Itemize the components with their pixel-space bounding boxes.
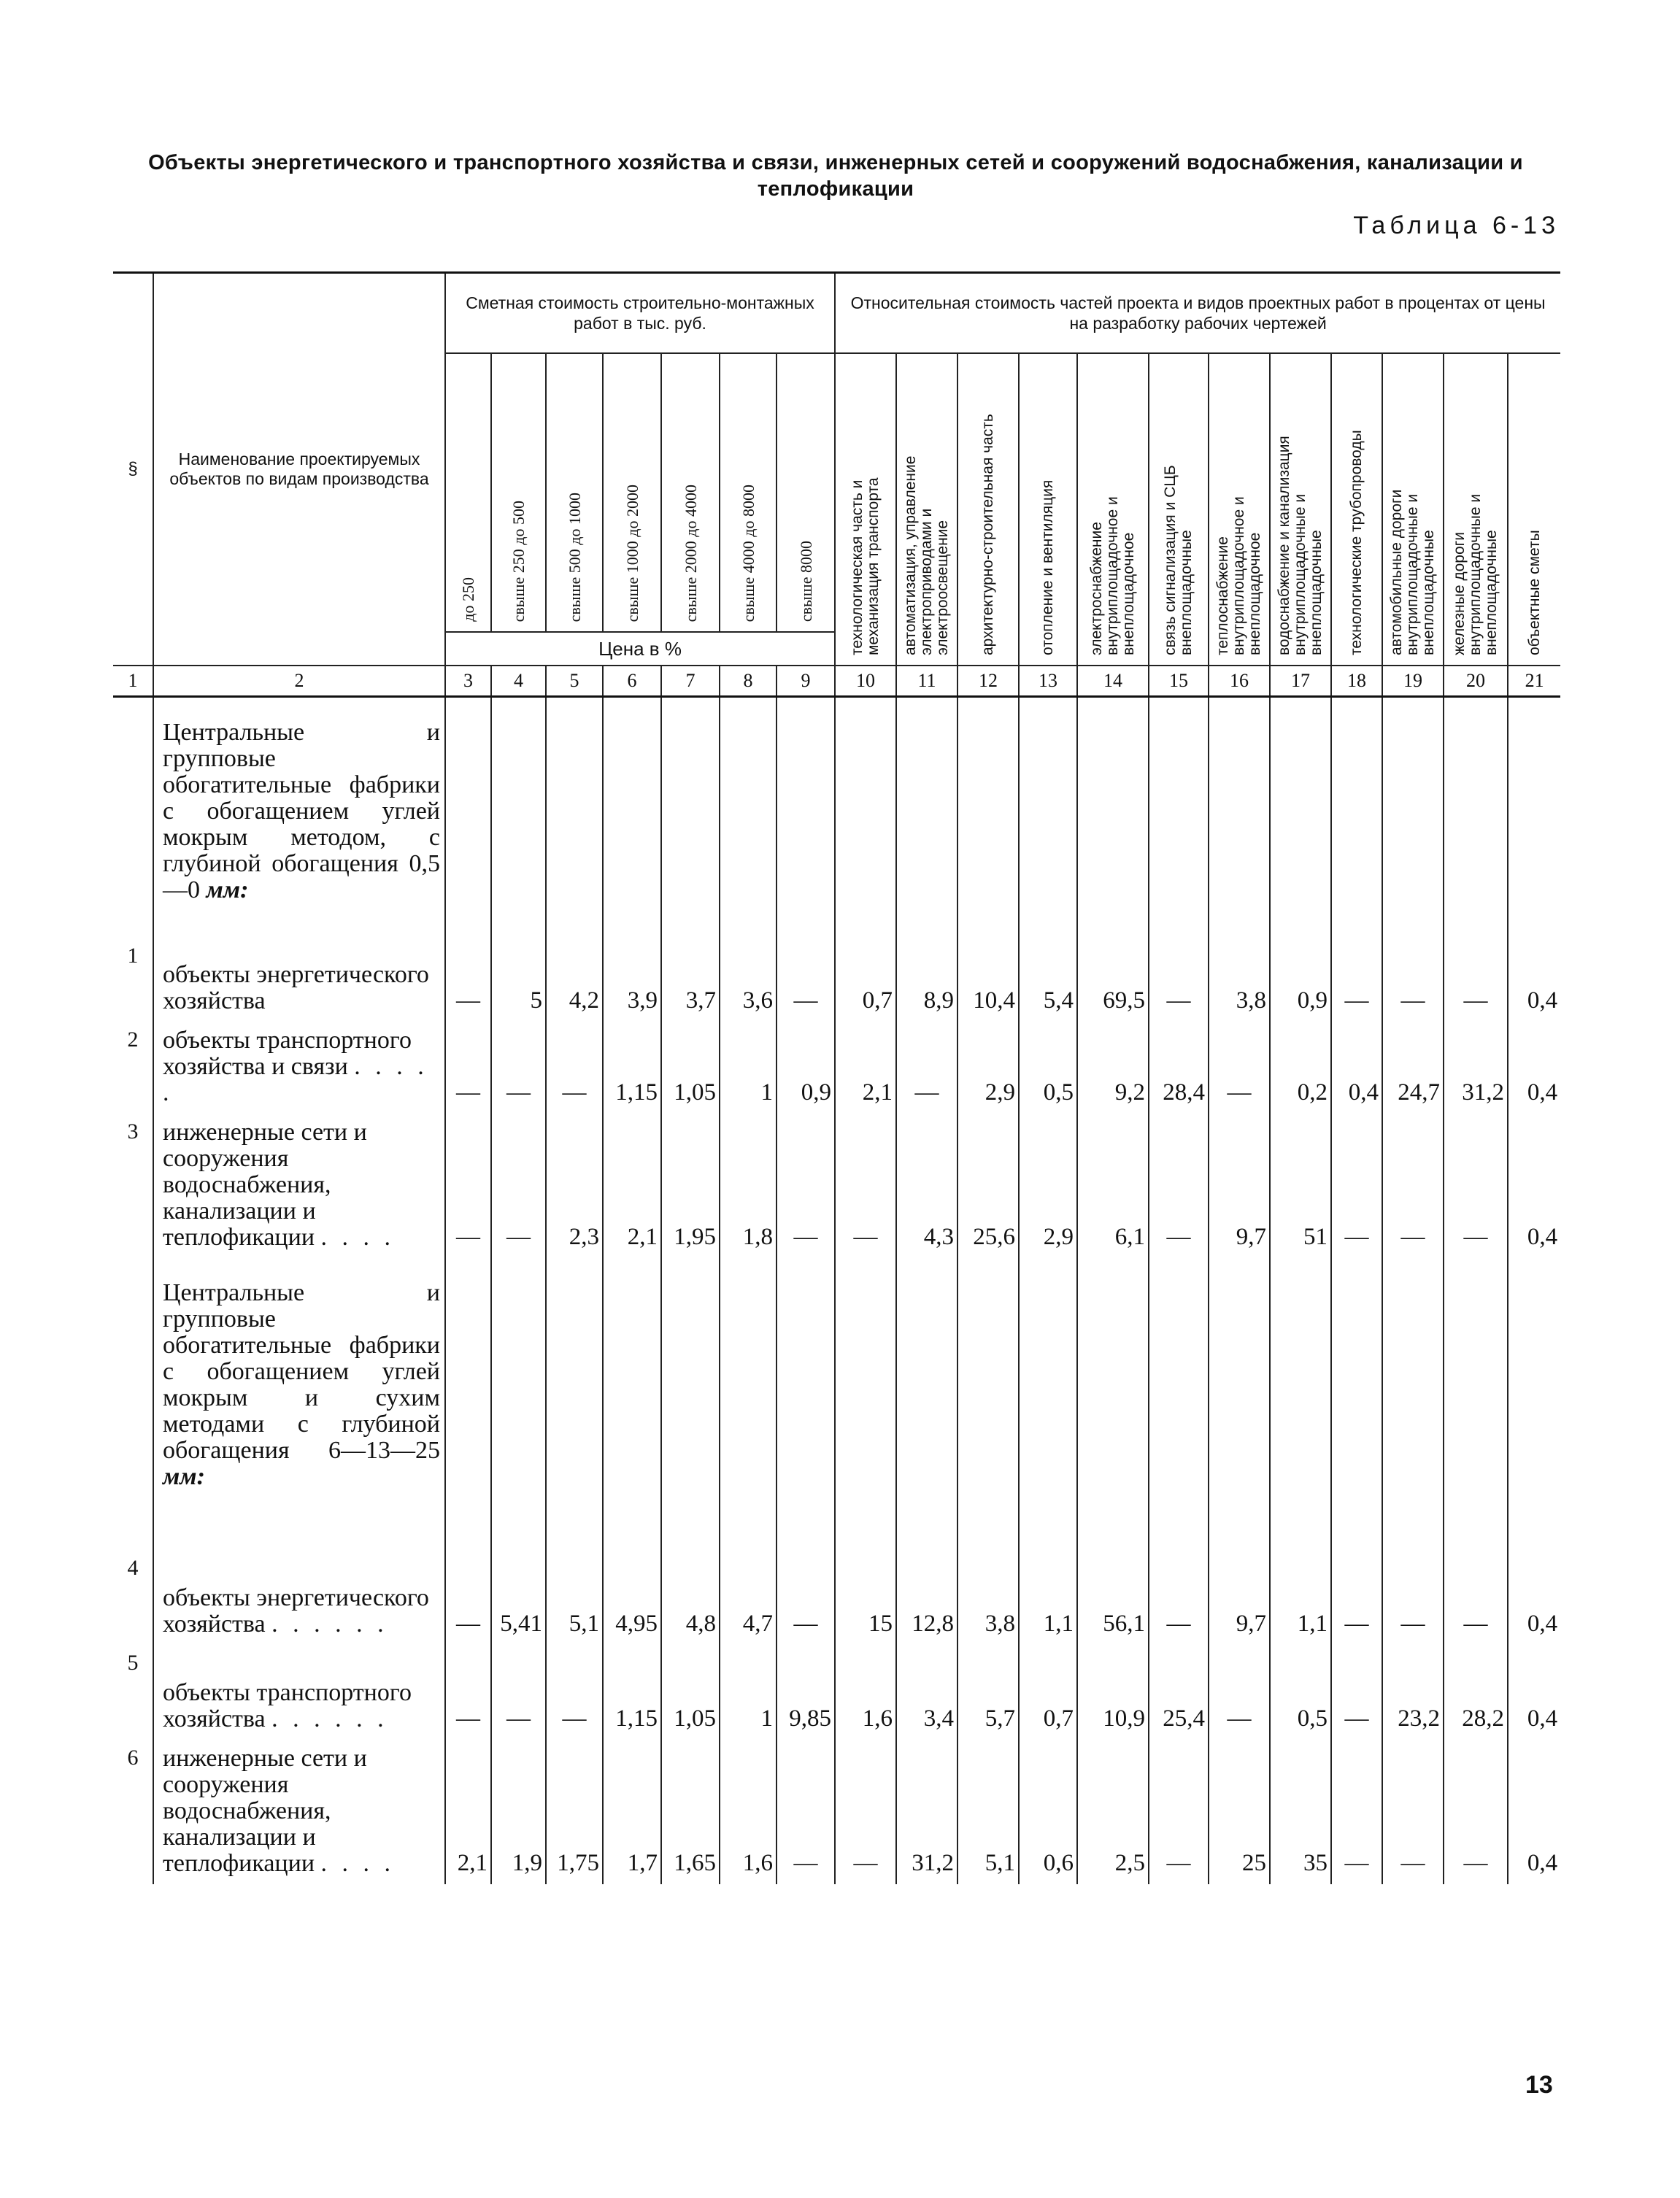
page-title: Объекты энергетического и транспортного хозяйства и связи, инженерных сетей и сооружений водоснабжения, канализации и теплофикации xyxy=(148,151,1523,201)
value-cell: 25,6 xyxy=(957,1114,1019,1258)
range-header: свыше 2000 до 4000 xyxy=(661,353,720,632)
value-cell: 0,7 xyxy=(835,938,896,1022)
row-name-text: объекты транспортного хозяйства и связи xyxy=(163,1026,412,1080)
value-cell: — xyxy=(1444,938,1508,1022)
value-cell: 5 xyxy=(491,938,546,1022)
value-cell: 0,9 xyxy=(1270,938,1331,1022)
value-cell: 5,1 xyxy=(957,1740,1019,1884)
column-number: 11 xyxy=(896,666,957,697)
part-header: водоснабжение и канализация внутриплощадочные и внеплощадочные xyxy=(1270,353,1331,666)
row-number: 1 xyxy=(113,938,153,1022)
value-cell: 0,4 xyxy=(1508,1114,1560,1258)
row-number: 3 xyxy=(113,1114,153,1258)
leader-dots: . . . . xyxy=(320,1223,396,1251)
cost-group-header: Сметная стоимость строительно-монтажных работ в тыс. руб. xyxy=(445,273,835,354)
empty-cell xyxy=(896,697,957,938)
value-cell: 2,5 xyxy=(1077,1740,1149,1884)
price-unit-header: Цена в % xyxy=(445,632,835,666)
value-cell: 1,95 xyxy=(661,1114,720,1258)
row-number-cell xyxy=(113,697,153,938)
table-row xyxy=(113,1022,1560,1114)
value-cell: 5,1 xyxy=(546,1550,603,1645)
part-header: архитектурно-строительная часть xyxy=(957,353,1019,666)
value-cell: — xyxy=(777,1740,835,1884)
value-cell: 1,15 xyxy=(603,1022,661,1114)
empty-cell xyxy=(445,697,491,938)
value-cell: 9,7 xyxy=(1209,1114,1270,1258)
column-number: 6 xyxy=(603,666,661,697)
value-cell: 35 xyxy=(1270,1740,1331,1884)
value-cell: 4,95 xyxy=(603,1550,661,1645)
value-cell: 9,85 xyxy=(777,1645,835,1740)
page-number: 13 xyxy=(1525,2071,1553,2099)
empty-cell xyxy=(1019,1258,1077,1550)
range-header: свыше 1000 до 2000 xyxy=(603,353,661,632)
value-cell: — xyxy=(1149,1550,1209,1645)
empty-cell xyxy=(661,1258,720,1550)
value-cell: — xyxy=(1382,1550,1444,1645)
name-header: Наименование проектируемых объектов по видам производства xyxy=(153,273,445,666)
value-cell: 4,3 xyxy=(896,1114,957,1258)
value-cell: 3,7 xyxy=(661,938,720,1022)
row-name-text: объекты энергетического хозяйства xyxy=(163,960,429,1014)
value-cell: 3,4 xyxy=(896,1645,957,1740)
empty-cell xyxy=(720,697,777,938)
table-row xyxy=(113,1114,1560,1258)
part-header: железные дороги внутриплощадочные и внеплощадочные xyxy=(1444,353,1508,666)
value-cell: 1,65 xyxy=(661,1740,720,1884)
empty-cell xyxy=(720,1258,777,1550)
empty-cell xyxy=(777,697,835,938)
empty-cell xyxy=(957,1258,1019,1550)
value-cell: 3,8 xyxy=(1209,938,1270,1022)
group-heading xyxy=(153,1258,445,1550)
table-row xyxy=(113,1550,1560,1645)
value-cell: 2,1 xyxy=(603,1114,661,1258)
value-cell: 5,4 xyxy=(1019,938,1077,1022)
value-cell: 23,2 xyxy=(1382,1645,1444,1740)
value-cell: 0,5 xyxy=(1270,1645,1331,1740)
value-cell: — xyxy=(445,1645,491,1740)
range-header: свыше 8000 xyxy=(777,353,835,632)
value-cell: — xyxy=(1331,1740,1382,1884)
value-cell: — xyxy=(445,1114,491,1258)
empty-cell xyxy=(1382,697,1444,938)
part-header: автоматизация, управление электроприводами и электроосвещение xyxy=(896,353,957,666)
empty-cell xyxy=(777,1258,835,1550)
range-header: свыше 4000 до 8000 xyxy=(720,353,777,632)
group-heading-text: Центральные и групповые обогатительные фабрики с обогащением углей мокрым методом, с глубиной обогащения 0,5—0 xyxy=(163,719,440,903)
column-number: 7 xyxy=(661,666,720,697)
group-heading xyxy=(153,697,445,938)
empty-cell xyxy=(1382,1258,1444,1550)
value-cell: 0,4 xyxy=(1331,1022,1382,1114)
part-header: объектные сметы xyxy=(1508,353,1560,666)
empty-cell xyxy=(1444,697,1508,938)
part-header: электроснабжение внутриплощадочное и внеплощадочное xyxy=(1077,353,1149,666)
value-cell: 4,2 xyxy=(546,938,603,1022)
part-header: технологическая часть и механизация транспорта xyxy=(835,353,896,666)
row-name xyxy=(153,1645,445,1740)
value-cell: — xyxy=(896,1022,957,1114)
value-cell: — xyxy=(491,1022,546,1114)
row-name xyxy=(153,1022,445,1114)
empty-cell xyxy=(1209,697,1270,938)
value-cell: 0,4 xyxy=(1508,1645,1560,1740)
value-cell: 5,7 xyxy=(957,1645,1019,1740)
value-cell: — xyxy=(1382,1740,1444,1884)
column-number: 8 xyxy=(720,666,777,697)
empty-cell xyxy=(835,1258,896,1550)
column-number: 21 xyxy=(1508,666,1560,697)
row-name xyxy=(153,1550,445,1645)
value-cell: — xyxy=(445,1022,491,1114)
value-cell: 2,1 xyxy=(445,1740,491,1884)
empty-cell xyxy=(1077,1258,1149,1550)
value-cell: — xyxy=(1149,1740,1209,1884)
value-cell: 3,8 xyxy=(957,1550,1019,1645)
value-cell: — xyxy=(1331,1114,1382,1258)
row-name xyxy=(153,1114,445,1258)
column-number: 4 xyxy=(491,666,546,697)
part-header: автомобильные дороги внутриплощадочные и внеплощадочные xyxy=(1382,353,1444,666)
column-number: 16 xyxy=(1209,666,1270,697)
value-cell: 5,41 xyxy=(491,1550,546,1645)
leader-dots: . . . . . xyxy=(163,1052,428,1106)
row-number: 6 xyxy=(113,1740,153,1884)
empty-cell xyxy=(896,1258,957,1550)
empty-cell xyxy=(661,697,720,938)
empty-cell xyxy=(1270,697,1331,938)
row-number: 4 xyxy=(113,1550,153,1645)
value-cell: — xyxy=(445,938,491,1022)
value-cell: — xyxy=(1382,938,1444,1022)
column-number: 15 xyxy=(1149,666,1209,697)
column-number: 19 xyxy=(1382,666,1444,697)
value-cell: 25,4 xyxy=(1149,1645,1209,1740)
leader-dots: . . . . xyxy=(320,1849,396,1877)
part-header: отопление и вентиляция xyxy=(1019,353,1077,666)
value-cell: 10,9 xyxy=(1077,1645,1149,1740)
value-cell: 3,9 xyxy=(603,938,661,1022)
empty-cell xyxy=(491,1258,546,1550)
value-cell: 28,2 xyxy=(1444,1645,1508,1740)
row-name-text: инженерные сети и сооружения водоснабжения, канализации и теплофикации xyxy=(163,1744,367,1877)
empty-cell xyxy=(1508,1258,1560,1550)
range-header: до 250 xyxy=(445,353,491,632)
parts-group-header: Относительная стоимость частей проекта и видов проектных работ в процентах от цены на разработку рабочих чертежей xyxy=(835,273,1560,354)
value-cell: 24,7 xyxy=(1382,1022,1444,1114)
empty-cell xyxy=(1508,697,1560,938)
empty-cell xyxy=(1209,1258,1270,1550)
column-number: 3 xyxy=(445,666,491,697)
empty-cell xyxy=(1019,697,1077,938)
value-cell: 1,1 xyxy=(1019,1550,1077,1645)
value-cell: 31,2 xyxy=(1444,1022,1508,1114)
row-name-text: инженерные сети и сооружения водоснабжения, канализации и теплофикации xyxy=(163,1118,367,1251)
value-cell: 2,9 xyxy=(957,1022,1019,1114)
value-cell: 1 xyxy=(720,1645,777,1740)
empty-cell xyxy=(546,1258,603,1550)
value-cell: 25 xyxy=(1209,1740,1270,1884)
empty-cell xyxy=(546,697,603,938)
value-cell: 0,4 xyxy=(1508,1740,1560,1884)
value-cell: 4,7 xyxy=(720,1550,777,1645)
value-cell: 1,8 xyxy=(720,1114,777,1258)
value-cell: — xyxy=(1209,1022,1270,1114)
part-header: технологические трубопроводы xyxy=(1331,353,1382,666)
value-cell: 1,6 xyxy=(835,1645,896,1740)
value-cell: 28,4 xyxy=(1149,1022,1209,1114)
column-number: 5 xyxy=(546,666,603,697)
value-cell: 6,1 xyxy=(1077,1114,1149,1258)
value-cell: 9,7 xyxy=(1209,1550,1270,1645)
column-number: 20 xyxy=(1444,666,1508,697)
table-row xyxy=(113,938,1560,1022)
value-cell: 1,6 xyxy=(720,1740,777,1884)
leader-dots: . . . . . . xyxy=(271,1610,388,1638)
column-number: 12 xyxy=(957,666,1019,697)
empty-cell xyxy=(603,697,661,938)
value-cell: 2,3 xyxy=(546,1114,603,1258)
value-cell: — xyxy=(1149,1114,1209,1258)
group-heading-unit: мм: xyxy=(206,876,249,903)
value-cell: 1,1 xyxy=(1270,1550,1331,1645)
value-cell: 1,9 xyxy=(491,1740,546,1884)
row-number: 5 xyxy=(113,1645,153,1740)
column-number: 13 xyxy=(1019,666,1077,697)
value-cell: 9,2 xyxy=(1077,1022,1149,1114)
range-header: свыше 500 до 1000 xyxy=(546,353,603,632)
column-number: 17 xyxy=(1270,666,1331,697)
value-cell: 0,9 xyxy=(777,1022,835,1114)
value-cell: 51 xyxy=(1270,1114,1331,1258)
empty-cell xyxy=(491,697,546,938)
value-cell: 1,15 xyxy=(603,1645,661,1740)
value-cell: 69,5 xyxy=(1077,938,1149,1022)
value-cell: — xyxy=(491,1645,546,1740)
empty-cell xyxy=(1331,1258,1382,1550)
row-name xyxy=(153,1740,445,1884)
value-cell: — xyxy=(1331,1550,1382,1645)
empty-cell xyxy=(1270,1258,1331,1550)
range-header: свыше 250 до 500 xyxy=(491,353,546,632)
value-cell: — xyxy=(1149,938,1209,1022)
value-cell: 15 xyxy=(835,1550,896,1645)
column-number: 1 xyxy=(113,666,153,697)
column-number: 9 xyxy=(777,666,835,697)
empty-cell xyxy=(957,697,1019,938)
value-cell: — xyxy=(1331,1645,1382,1740)
column-number: 18 xyxy=(1331,666,1382,697)
value-cell: — xyxy=(546,1022,603,1114)
empty-cell xyxy=(1444,1258,1508,1550)
value-cell: 0,6 xyxy=(1019,1740,1077,1884)
value-cell: — xyxy=(835,1740,896,1884)
value-cell: 0,2 xyxy=(1270,1022,1331,1114)
table-row xyxy=(113,1740,1560,1884)
value-cell: 1,7 xyxy=(603,1740,661,1884)
value-cell: — xyxy=(1382,1114,1444,1258)
table-label: Таблица 6-13 xyxy=(1353,212,1560,239)
value-cell: 31,2 xyxy=(896,1740,957,1884)
row-name-text: объекты энергетического хозяйства xyxy=(163,1584,429,1638)
value-cell: — xyxy=(1444,1114,1508,1258)
value-cell: — xyxy=(777,938,835,1022)
value-cell: 3,6 xyxy=(720,938,777,1022)
value-cell: — xyxy=(1331,938,1382,1022)
column-number: 14 xyxy=(1077,666,1149,697)
value-cell: — xyxy=(835,1114,896,1258)
row-name-text: объекты транспортного хозяйства xyxy=(163,1678,412,1732)
empty-cell xyxy=(1149,697,1209,938)
table-row xyxy=(113,1645,1560,1740)
part-header: теплоснабжение внутриплощадочное и внеплощадочное xyxy=(1209,353,1270,666)
column-number: 10 xyxy=(835,666,896,697)
value-cell: 1,75 xyxy=(546,1740,603,1884)
value-cell: 12,8 xyxy=(896,1550,957,1645)
empty-cell xyxy=(603,1258,661,1550)
table-body xyxy=(113,697,1560,1884)
empty-cell xyxy=(1331,697,1382,938)
group-heading-row xyxy=(113,1258,1560,1550)
group-heading-text: Центральные и групповые обогатительные фабрики с обогащением углей мокрым и сухим методами с глубиной обогащения 6—13—25 xyxy=(163,1279,440,1464)
value-cell: 1 xyxy=(720,1022,777,1114)
value-cell: 1,05 xyxy=(661,1645,720,1740)
value-cell: 2,9 xyxy=(1019,1114,1077,1258)
column-number: 2 xyxy=(153,666,445,697)
value-cell: — xyxy=(777,1114,835,1258)
row-name xyxy=(153,938,445,1022)
value-cell: 0,5 xyxy=(1019,1022,1077,1114)
group-heading-unit: мм: xyxy=(163,1462,205,1490)
leader-dots: . . . . . . xyxy=(271,1705,388,1732)
value-cell: 1,05 xyxy=(661,1022,720,1114)
value-cell: 56,1 xyxy=(1077,1550,1149,1645)
value-cell: — xyxy=(1444,1740,1508,1884)
value-cell: — xyxy=(777,1550,835,1645)
value-cell: — xyxy=(546,1645,603,1740)
empty-cell xyxy=(1077,697,1149,938)
part-header: связь сигнализация и СЦБ внеплощадочные xyxy=(1149,353,1209,666)
value-cell: 0,4 xyxy=(1508,1022,1560,1114)
value-cell: 0,7 xyxy=(1019,1645,1077,1740)
value-cell: 2,1 xyxy=(835,1022,896,1114)
value-cell: — xyxy=(1444,1550,1508,1645)
row-number: 2 xyxy=(113,1022,153,1114)
value-cell: 8,9 xyxy=(896,938,957,1022)
value-cell: 0,4 xyxy=(1508,938,1560,1022)
value-cell: — xyxy=(1209,1645,1270,1740)
value-cell: 10,4 xyxy=(957,938,1019,1022)
row-number-cell xyxy=(113,1258,153,1550)
section-header: § xyxy=(113,273,153,666)
group-heading-row xyxy=(113,697,1560,938)
empty-cell xyxy=(835,697,896,938)
value-cell: 4,8 xyxy=(661,1550,720,1645)
price-table xyxy=(113,271,1560,1884)
empty-cell xyxy=(445,1258,491,1550)
value-cell: 0,4 xyxy=(1508,1550,1560,1645)
value-cell: — xyxy=(445,1550,491,1645)
empty-cell xyxy=(1149,1258,1209,1550)
value-cell: — xyxy=(491,1114,546,1258)
